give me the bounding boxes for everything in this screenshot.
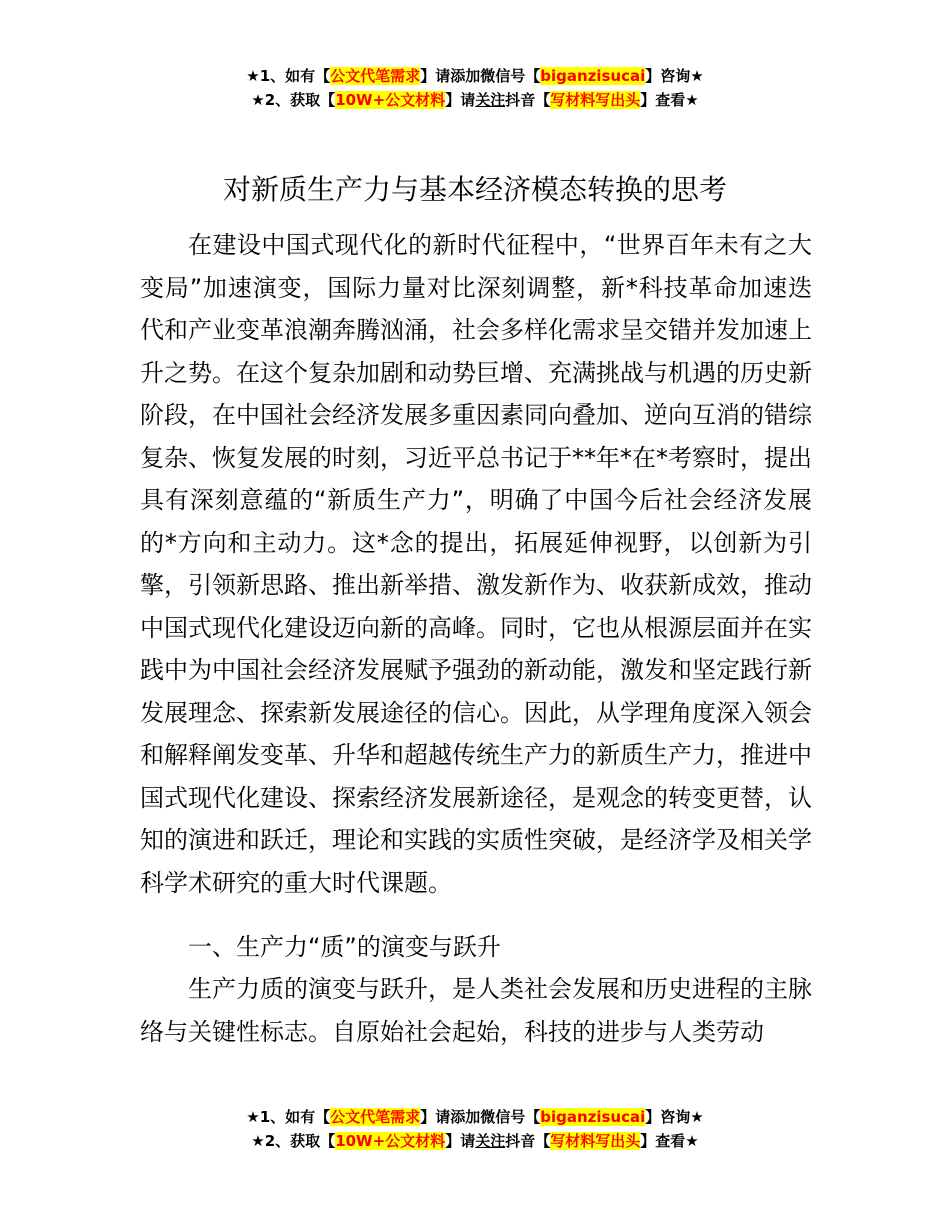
promo-highlight: 公文代笔需求 [330,1108,421,1126]
document-title: 对新质生产力与基本经济模态转换的思考 [222,173,727,206]
promo-text: 抖音【 [505,91,551,109]
promo-text: 】查看★ [640,91,699,109]
promo-text: 】请添加微信号【 [420,1108,541,1126]
promo-underlined-text: 关注 [475,91,506,109]
promo-highlight: 10W+公文材料 [335,91,446,109]
promo-highlight: biganzisucai [540,67,646,85]
promo-line-2 [0,88,950,112]
promo-text: 】请 [445,91,476,109]
promo-text: 抖音【 [505,1132,551,1150]
promo-text: 】请添加微信号【 [420,67,541,85]
promo-text: 】咨询★ [645,1108,704,1126]
promo-highlight: 公文代笔需求 [330,67,421,85]
body-paragraph: 在建设中国式现代化的新时代征程中，“世界百年未有之大变局”加速演变，国际力量对比深刻调整，新*科技革命加速迭代和产业变革浪潮奔腾汹涌，社会多样化需求呈交错并发加速上升之势。在这个复杂加剧和动势巨增、充满挑战与机遇的历史新阶段，在中国社会经济发展多重因素同向叠加、逆向互消的错综复杂、恢复发展的时刻，习近平总书记于**年*在*考察时，提出具有深刻意蕴的“新质生产力”，明确了中国今后社会经济发展的*方向和主动力。这*念的提出，拓展延伸视野，以创新为引擎，引领新思路、推出新举措、激发新作为、收获新成效，推动中国式现代化建设迈向新的高峰。同时，它也从根源层面并在实践中为中国社会经济发展赋予强劲的新动能，激发和坚定践行新发展理念、探索新发展途径的信心。因此，从学理角度深入领会和解释阐发变革、升华和超越传统生产力的新质生产力，推进中国式现代化建设、探索经济发展新途径，是观念的转变更替，认知的演进和跃迁，理论和实践的实质性突破，是经济学及相关学科学术研究的重大时代课题。 [140,231,812,897]
body-paragraph: 生产力质的演变与跃升，是人类社会发展和历史进程的主脉络与关键性标志。自原始社会起始，科技的进步与人类劳动 [140,975,812,1046]
top-promo-banner [0,64,950,112]
promo-text: ★1、如有【 [246,1108,331,1126]
promo-text: ★2、获取【 [251,91,336,109]
promo-highlight: 写材料写出头 [550,1132,641,1150]
promo-text: 】咨询★ [645,67,704,85]
promo-text: 】查看★ [640,1132,699,1150]
promo-line-2 [0,1129,950,1153]
promo-line-1 [0,1105,950,1129]
promo-highlight: biganzisucai [540,1108,646,1126]
section-heading: 一、生产力“质”的演变与跃升 [188,933,501,961]
promo-line-1 [0,64,950,88]
promo-underlined-text: 关注 [475,1132,506,1150]
bottom-promo-banner [0,1105,950,1153]
promo-text: ★2、获取【 [251,1132,336,1150]
promo-highlight: 10W+公文材料 [335,1132,446,1150]
promo-text: 】请 [445,1132,476,1150]
promo-text: ★1、如有【 [246,67,331,85]
promo-highlight: 写材料写出头 [550,91,641,109]
